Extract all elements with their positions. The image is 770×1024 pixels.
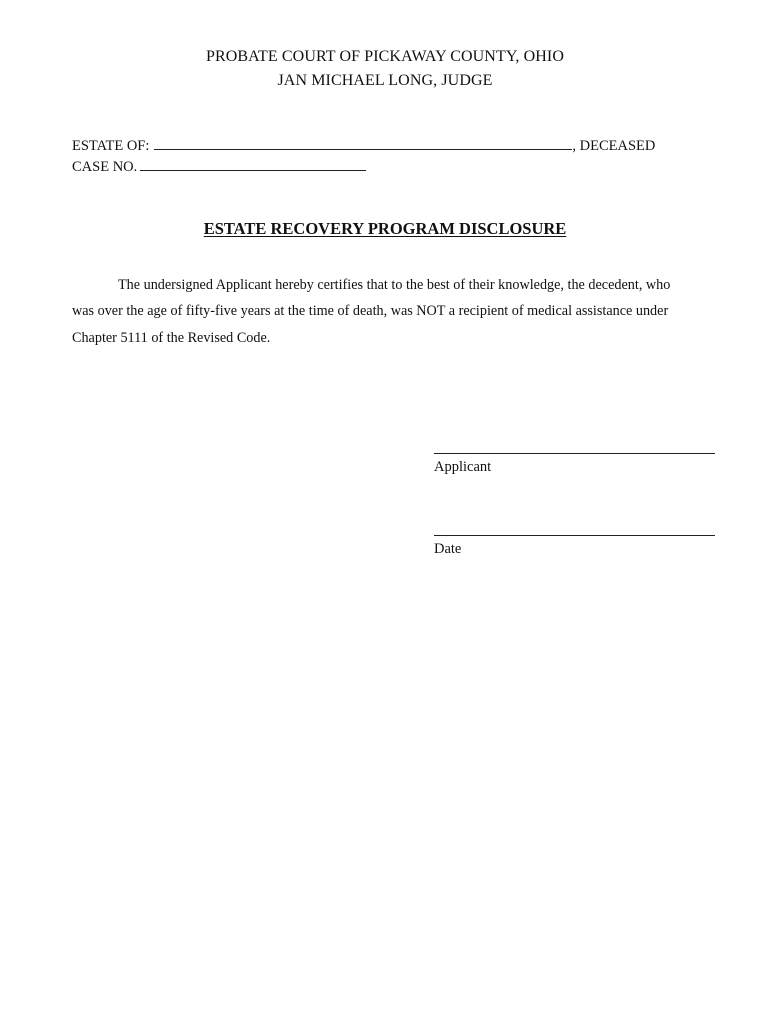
case-number-field (72, 157, 366, 176)
document-title: ESTATE RECOVERY PROGRAM DISCLOSURE (203, 219, 567, 238)
estate-name-input[interactable] (154, 136, 572, 150)
judge-name: JAN MICHAEL LONG, JUDGE (277, 72, 493, 89)
date-label: Date (434, 541, 462, 557)
disclosure-text-line-2: was over the age of fifty-five years at the time of death, was NOT a recipient of medical assistance under (72, 303, 669, 319)
estate-of-field (72, 136, 655, 155)
disclosure-text-line-3: Chapter 5111 of the Revised Code. (72, 330, 271, 346)
applicant-signature-line[interactable] (434, 453, 715, 454)
applicant-label: Applicant (434, 459, 492, 475)
deceased-label: , DECEASED (572, 138, 656, 154)
court-name: PROBATE COURT OF PICKAWAY COUNTY, OHIO (205, 48, 565, 65)
estate-of-label: ESTATE OF: (72, 138, 150, 154)
case-number-label: CASE NO. (72, 159, 138, 175)
case-number-input[interactable] (140, 157, 366, 171)
date-signature-line[interactable] (434, 535, 715, 536)
disclosure-text-line-1: The undersigned Applicant hereby certifies that to the best of their knowledge, the decedent, who (118, 277, 671, 293)
